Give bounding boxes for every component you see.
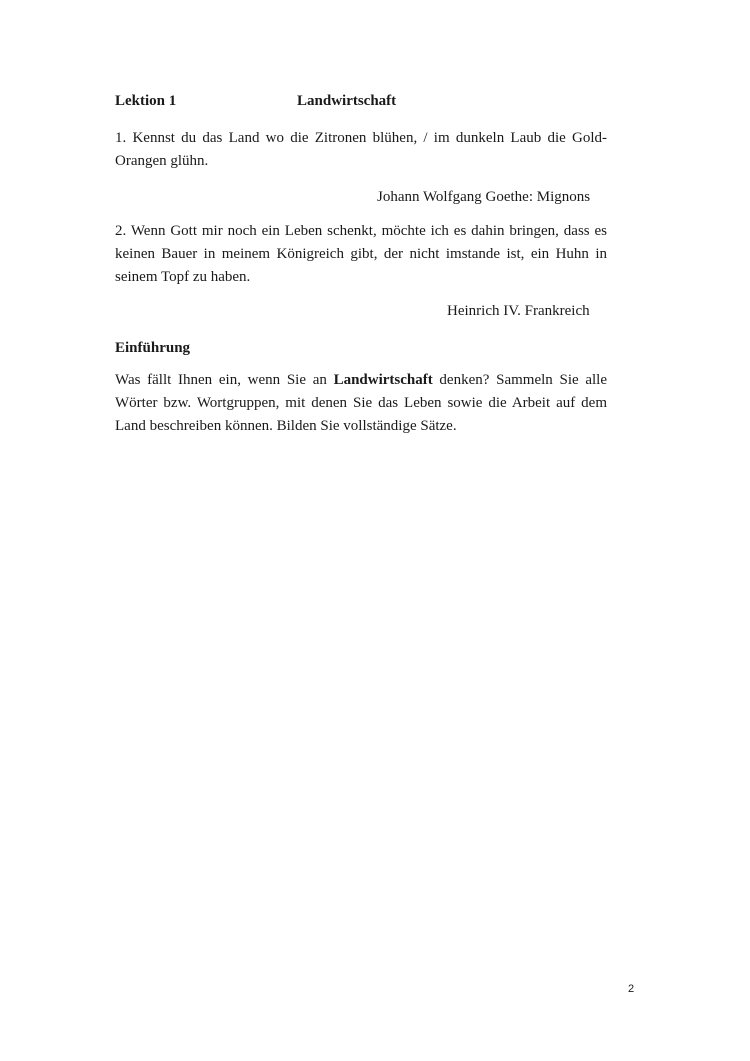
introduction-heading: Einführung — [115, 340, 191, 356]
introduction-text-after: denken? Sammeln Sie alle Wörter bzw. Wortgruppen, mit denen Sie das Leben sowie die Arbeit auf dem Land beschreiben können. Bilden Sie vollständige Sätze. — [115, 372, 607, 434]
lesson-heading — [115, 93, 615, 115]
quote-2-attribution: Heinrich IV. Frankreich — [447, 303, 590, 319]
quote-2-text: 2. Wenn Gott mir noch ein Leben schenkt, möchte ich es dahin bringen, dass es keinen Bauer in meinem Königreich gibt, der nicht imstande ist, ein Huhn in seinem Topf zu haben. — [115, 223, 607, 285]
introduction-text-before: Was fällt Ihnen ein, wenn Sie an — [115, 372, 334, 388]
page-number: 2 — [628, 983, 635, 995]
quote-1-attribution: Johann Wolfgang Goethe: Mignons — [377, 189, 591, 205]
introduction-keyword: Landwirtschaft — [333, 372, 433, 388]
quote-1-text: 1. Kennst du das Land wo die Zitronen blühen, / im dunkeln Laub die Gold-Orangen glühn. — [115, 130, 607, 169]
lesson-topic: Landwirtschaft — [297, 93, 397, 109]
lesson-number: Lektion 1 — [115, 93, 177, 109]
introduction-text — [115, 369, 607, 438]
